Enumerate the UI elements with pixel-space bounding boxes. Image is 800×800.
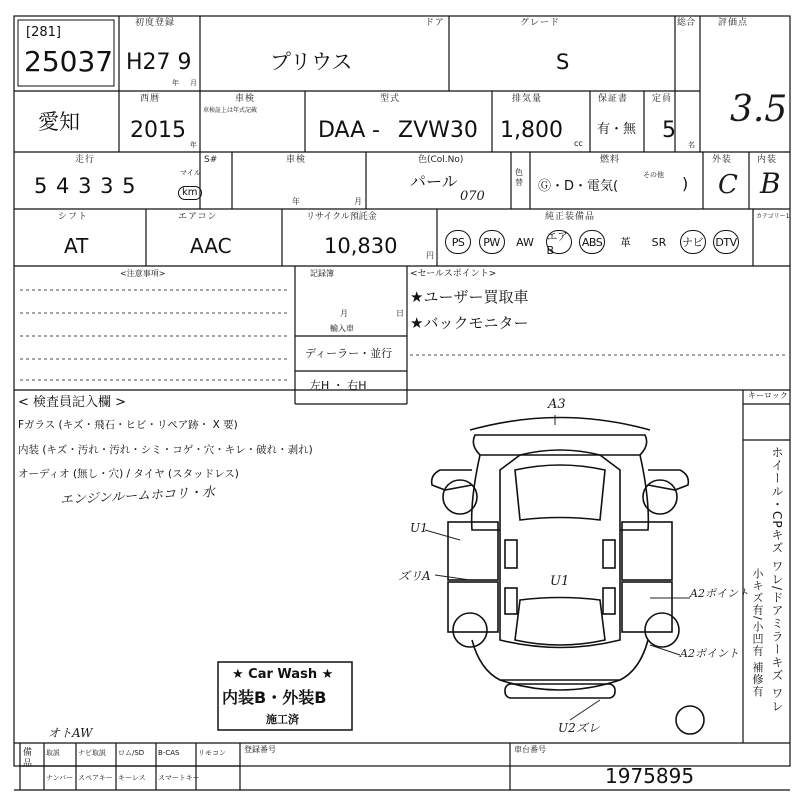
footer-equip-label: 備品 <box>23 748 33 769</box>
type-label: 型式 <box>380 94 401 104</box>
inspector-line-3: オーディオ (無し・穴) / タイヤ (スタッドレス) <box>18 468 239 480</box>
caution-label: <注意事項> <box>120 269 166 278</box>
eval-label: 評価点 <box>718 18 749 28</box>
recycle-fee: 10,830 <box>324 234 398 258</box>
mark-front: A3 <box>548 397 566 412</box>
capacity-unit: 名 <box>688 141 695 149</box>
option-1: PW <box>479 230 505 254</box>
color-change-label: 色替 <box>515 168 523 188</box>
option-7: ナビ <box>680 230 706 254</box>
recycle-label: リサイクル預託金 <box>306 212 377 222</box>
footer-top-cell-3: B-CAS <box>158 749 180 757</box>
capacity-label: 定員 <box>652 94 673 104</box>
dealer: ディーラー・並行 <box>305 347 393 360</box>
ac-label: エアコン <box>178 212 218 222</box>
option-5: 革 <box>620 236 631 249</box>
record-label: 記録簿 <box>310 269 334 278</box>
vertical-note-left: 小キズ有/小凹有 補修有 <box>751 568 764 698</box>
footer-top-cell-4: リモコン <box>198 749 226 757</box>
mark-right-rear: A2ポイント <box>680 647 739 660</box>
record-month: 月 <box>340 309 348 318</box>
footer-bottom-cell-3: スマートキー <box>158 774 200 782</box>
mark-center: U1 <box>550 574 570 589</box>
reg-label: 登録番号 <box>244 745 276 754</box>
first-reg-value: H27 9 <box>126 50 192 75</box>
first-reg-label: 初度登録 <box>135 18 176 28</box>
option-6: SR <box>651 235 667 249</box>
keyless-label: キーロック <box>748 391 788 400</box>
fuel-label: 燃料 <box>600 155 621 165</box>
inspect-label-2: 車検 <box>286 155 307 165</box>
era-label: 西暦 <box>140 94 161 104</box>
color-code: 070 <box>460 189 485 204</box>
inspect-month-mark: 月 <box>354 197 362 206</box>
carwash-title: ★ Car Wash ★ <box>232 667 334 682</box>
option-0: PS <box>445 230 471 254</box>
mark-bottom-left: オトAW <box>48 726 93 740</box>
displacement: 1,800 <box>500 118 563 143</box>
fuel-close: ) <box>682 174 689 193</box>
model-year: 2015 <box>130 118 186 143</box>
mark-right: A2ポイント <box>690 587 749 600</box>
chassis-label: 車台番号 <box>514 745 546 754</box>
door-label: ドア <box>425 18 445 28</box>
model-code-dash: - <box>372 118 380 143</box>
inspector-title: < 検査員記入欄 > <box>18 395 127 410</box>
inspect-year-mark: 年 <box>292 197 300 206</box>
option-4: ABS <box>579 230 605 254</box>
sales-point-label: <セールスポイント> <box>410 269 497 279</box>
option-8: DTV <box>713 230 739 254</box>
chassis-number: 1975895 <box>605 764 695 788</box>
ac: AAC <box>190 234 232 258</box>
category-label: カテゴリー1 <box>756 213 790 220</box>
score-handwritten: 3.5 <box>730 89 788 130</box>
inspector-note: エンジンルームホコリ・水 <box>59 484 216 509</box>
carwash-grade: 内装B・外装B <box>222 688 327 707</box>
model-name: プリウス <box>270 50 353 74</box>
sales-point-1: ★ユーザー買取車 <box>410 288 529 306</box>
footer-bottom-cell-0: ナンバー <box>46 774 74 782</box>
model-code: ZVW30 <box>398 118 478 143</box>
warranty-label: 保証書 <box>598 94 629 104</box>
footer-top-cell-0: 取説 <box>46 749 60 757</box>
carwash-done: 施工済 <box>266 713 299 726</box>
exterior-grade: C <box>718 170 738 200</box>
shift: AT <box>64 234 89 258</box>
footer-bottom-cell-2: キーレス <box>118 774 146 782</box>
exterior-label: 外装 <box>712 155 733 165</box>
option-3: エアB <box>546 230 572 254</box>
vertical-note-mid: ワレ/ドアミラーキズ ワレ <box>770 560 784 713</box>
mileage-unit: km <box>178 186 202 200</box>
record-day: 日 <box>396 309 404 318</box>
inspector-line-2: 内装 (キズ・汚れ・汚れ・シミ・コゲ・穴・キレ・破れ・剥れ) <box>18 444 313 456</box>
mileage-unit-top: マイル <box>180 169 201 177</box>
inspect-label: 車検 <box>235 94 256 104</box>
model-code-prefix: DAA <box>318 118 366 143</box>
cc-unit: cc <box>574 139 583 148</box>
mark-rear: U2ズレ <box>558 721 600 735</box>
import-label: 輸入車 <box>330 324 354 333</box>
interior-grade: B <box>760 167 781 200</box>
mileage: 5 4 3 3 5 <box>34 174 137 198</box>
equip-label: 純正装備品 <box>545 212 596 222</box>
steering: 左H ・ 右H <box>310 379 367 392</box>
inspector-line-1: Fガラス (キズ・飛石・ヒビ・リペア跡・ X 要) <box>18 419 238 431</box>
option-2: AW <box>516 235 534 249</box>
score-label: 総合 <box>677 18 696 28</box>
yen-unit: 円 <box>426 251 434 260</box>
month-mark: 月 <box>190 79 197 87</box>
inspect-note: 車検証上は年式記載 <box>203 107 258 114</box>
capacity: 5 <box>662 118 676 143</box>
region: 愛知 <box>38 110 80 134</box>
lot-box: [281] <box>26 25 61 40</box>
color-label: 色(Col.No) <box>418 155 464 165</box>
mileage-label: 走行 <box>75 155 96 165</box>
interior-label: 内装 <box>757 155 778 165</box>
grade-value: S <box>556 50 570 74</box>
footer-top-cell-1: ナビ取説 <box>78 749 106 757</box>
footer-top-cell-2: ロム/SD <box>118 749 145 757</box>
color: パール <box>410 172 458 191</box>
lot-number: 25037 <box>24 45 114 78</box>
sn-label: S# <box>204 155 218 165</box>
year-unit: 年 <box>190 141 197 149</box>
footer-bottom-cell-1: スペアキー <box>78 774 113 782</box>
mark-left-front: U1 <box>410 521 428 535</box>
grade-label: グレード <box>520 18 561 28</box>
year-mark: 年 <box>172 79 179 87</box>
displacement-label: 排気量 <box>512 94 543 104</box>
sales-point-2: ★バックモニター <box>410 314 529 332</box>
mark-left-side: ズリA <box>398 569 431 583</box>
shift-label: シフト <box>58 212 89 222</box>
fuel: Ⓖ・D・電気( <box>538 179 619 194</box>
warranty: 有・無 <box>597 122 637 137</box>
fuel-other: その他 <box>643 171 664 179</box>
vertical-note-right: ホイール・CPキズ <box>770 446 784 555</box>
